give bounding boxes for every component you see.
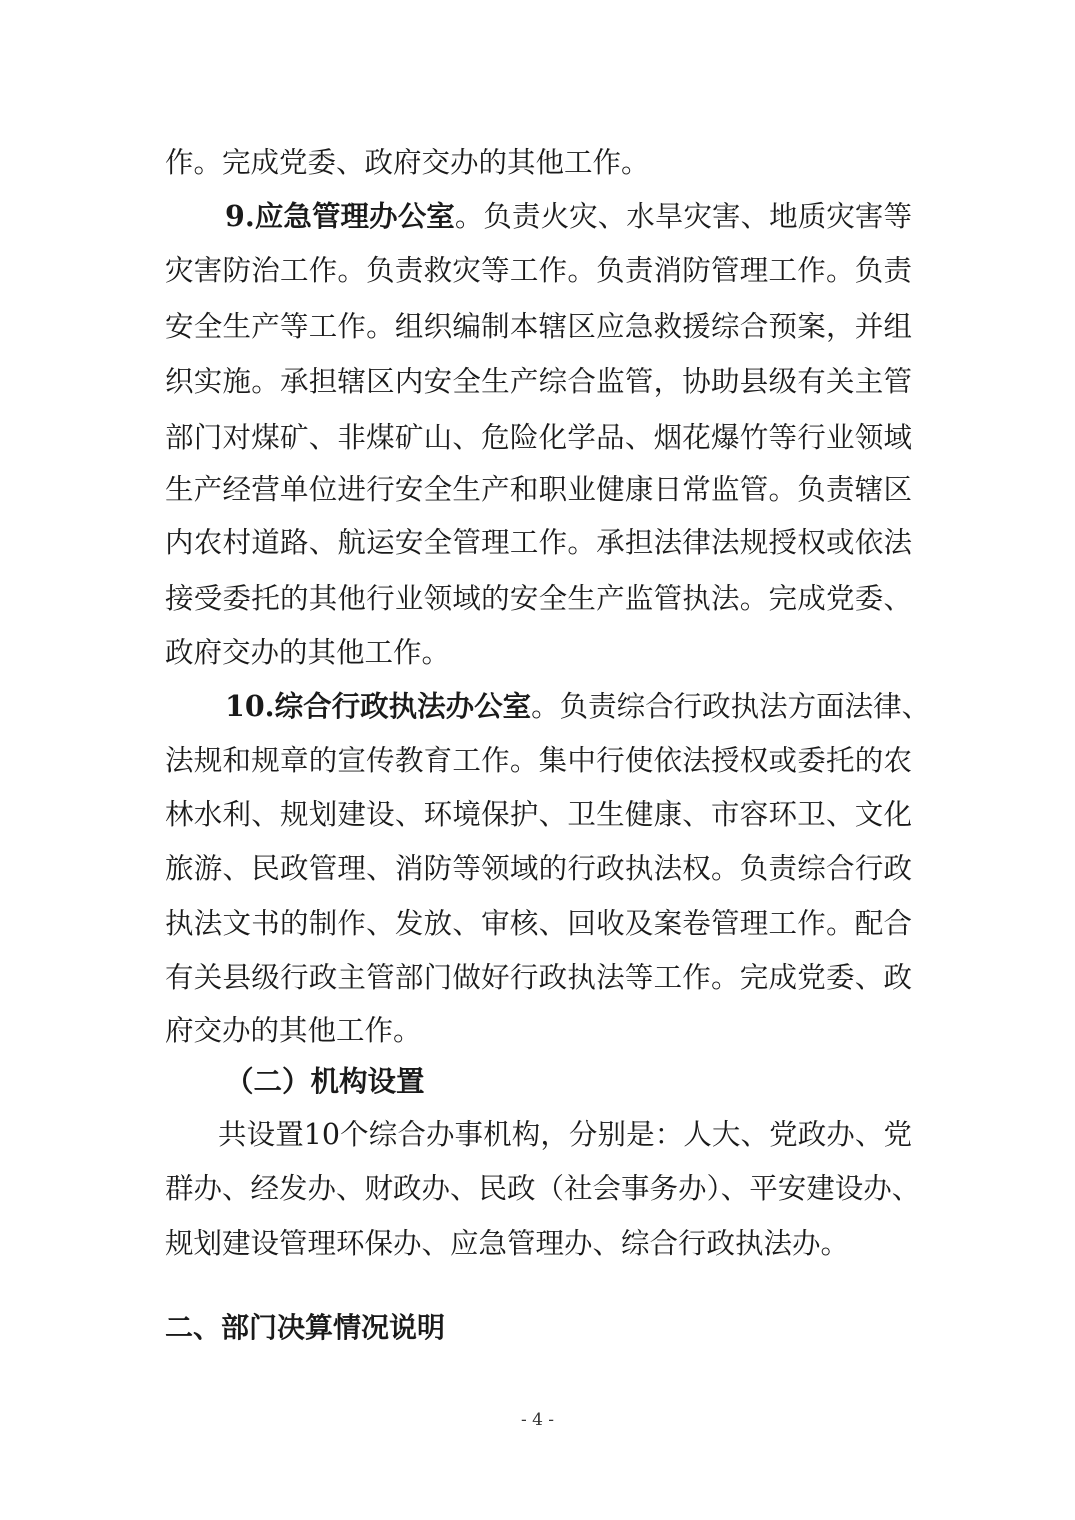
paragraph-line: 安全生产等工作。组织编制本辖区应急救援综合预案，并组 [165, 310, 912, 343]
item-10-text: 。负责综合行政执法方面法律、 [531, 690, 931, 723]
item-9-text: 。负责火灾、水旱灾害、地质灾害等 [454, 200, 912, 233]
paragraph-line: 政府交办的其他工作。 [165, 636, 451, 669]
paragraph-line: 群办、经发办、财政办、民政（社会事务办）、平安建设办、 [165, 1172, 921, 1205]
page-number: - 4 - [520, 1410, 555, 1430]
paragraph-line: 作。完成党委、政府交办的其他工作。 [165, 146, 650, 179]
item-9-first-line [225, 193, 912, 239]
item-10-heading: 10.综合行政执法办公室 [225, 689, 532, 723]
item-9-heading: 9.应急管理办公室 [225, 199, 455, 233]
section-heading: 二、部门决算情况说明 [165, 1311, 446, 1344]
paragraph-line: 部门对煤矿、非煤矿山、危险化学品、烟花爆竹等行业领域 [165, 421, 912, 454]
paragraph-line: 法规和规章的宣传教育工作。集中行使依法授权或委托的农 [165, 744, 912, 777]
paragraph-line: 旅游、民政管理、消防等领域的行政执法权。负责综合行政 [165, 852, 912, 885]
paragraph-line: 有关县级行政主管部门做好行政执法等工作。完成党委、政 [165, 961, 912, 994]
paragraph-line: 灾害防治工作。负责救灾等工作。负责消防管理工作。负责 [165, 254, 912, 287]
paragraph-line: 织实施。承担辖区内安全生产综合监管，协助县级有关主管 [165, 365, 912, 398]
paragraph-line: 执法文书的制作、发放、审核、回收及案卷管理工作。配合 [165, 907, 912, 940]
paragraph-line: 内农村道路、航运安全管理工作。承担法律法规授权或依法 [165, 526, 912, 559]
paragraph-line: 规划建设管理环保办、应急管理办、综合行政执法办。 [165, 1227, 850, 1260]
subsection-heading: （二）机构设置 [225, 1064, 425, 1098]
paragraph-line: 接受委托的其他行业领域的安全生产监管执法。完成党委、 [165, 582, 912, 615]
paragraph-line: 府交办的其他工作。 [165, 1014, 422, 1047]
paragraph-line: 生产经营单位进行安全生产和职业健康日常监管。负责辖区 [165, 473, 912, 506]
paragraph-line: 共设置10个综合办事机构，分别是：人大、党政办、党 [218, 1118, 912, 1151]
item-10-first-line [225, 683, 931, 729]
paragraph-line: 林水利、规划建设、环境保护、卫生健康、市容环卫、文化 [165, 798, 912, 831]
